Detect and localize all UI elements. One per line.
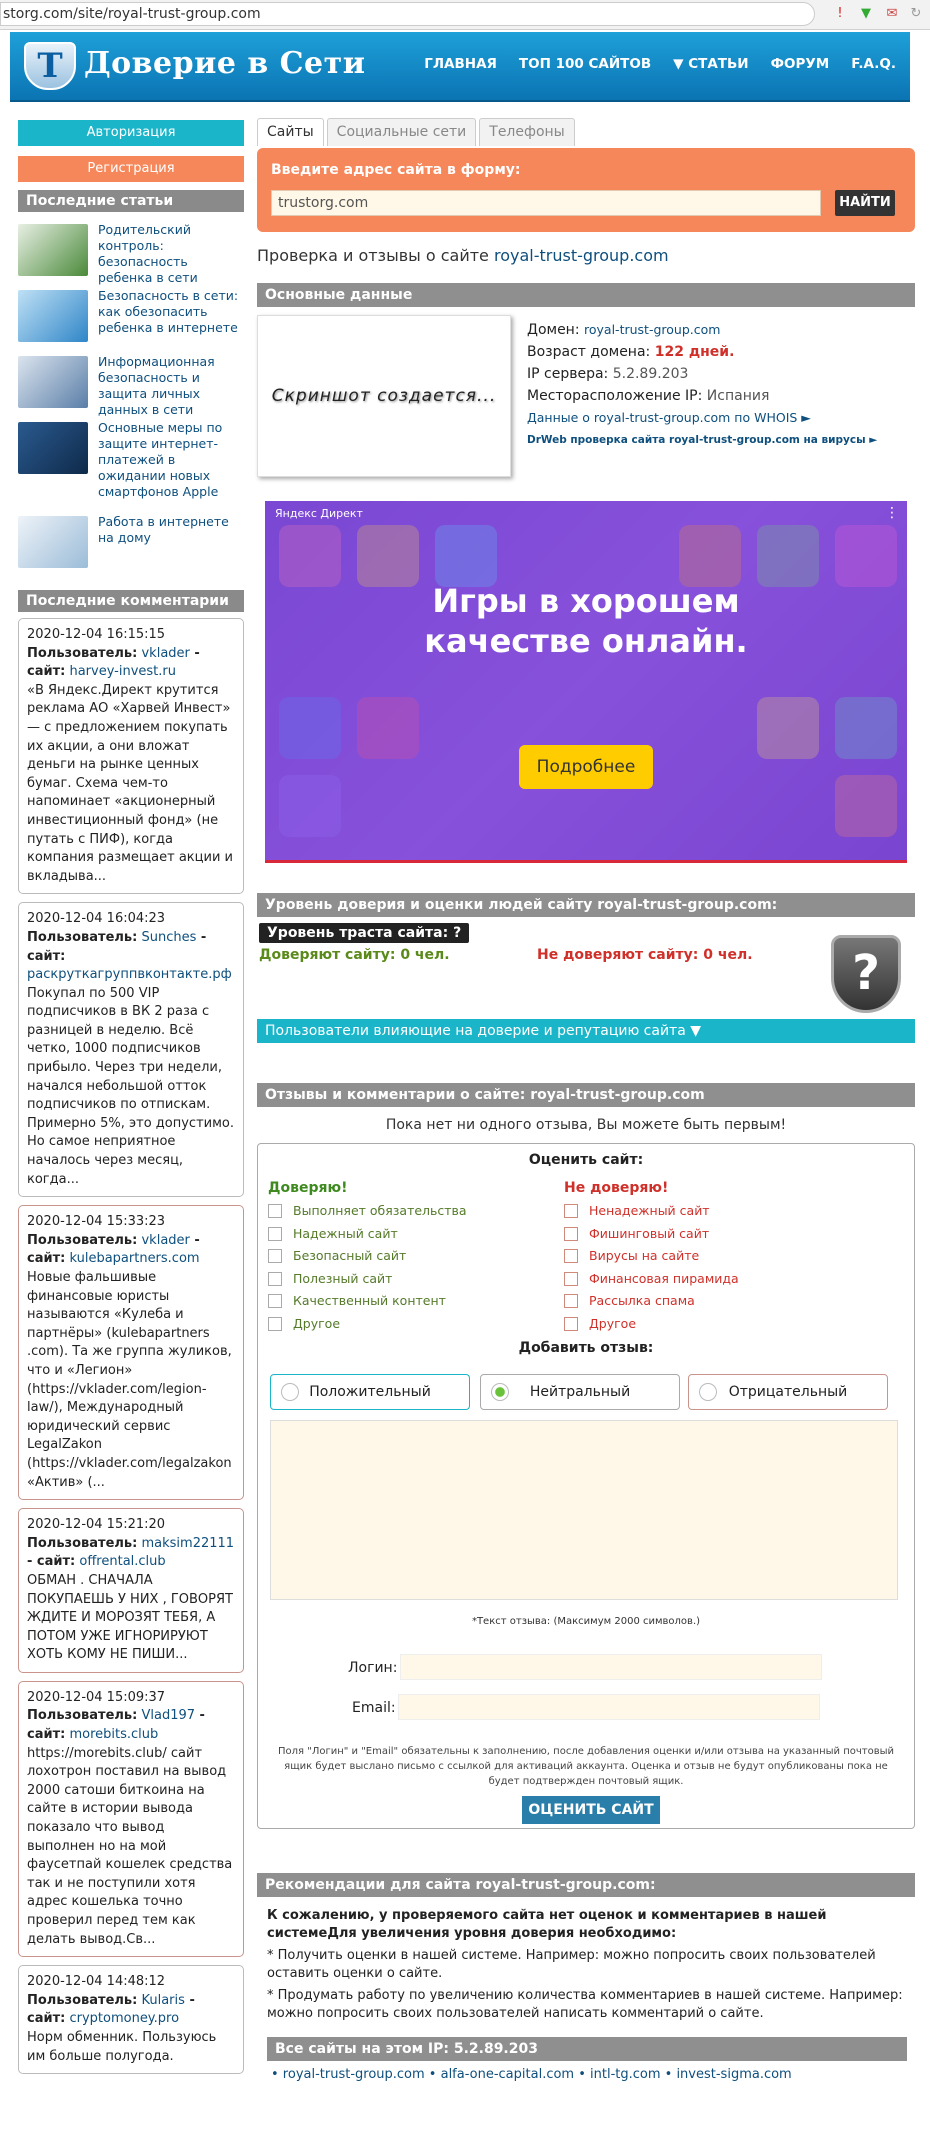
comment-site-label: сайт: — [36, 1554, 76, 1570]
comment-site[interactable]: раскруткагруппвконтакте.рф — [27, 967, 232, 983]
site-logo-text[interactable]: Доверие в Сети — [84, 46, 366, 81]
checkbox-label[interactable]: Безопасный сайт — [293, 1248, 407, 1263]
search-button[interactable]: НАЙТИ — [835, 190, 895, 216]
checkbox-label[interactable]: Вирусы на сайте — [589, 1248, 700, 1263]
page-title-domain[interactable]: royal-trust-group.com — [493, 246, 669, 265]
article-item[interactable] — [18, 220, 244, 286]
page-title-prefix: Проверка и отзывы о сайте — [257, 246, 489, 265]
ad-banner[interactable] — [265, 501, 907, 863]
comment-user-label: Пользователь: — [27, 645, 138, 661]
ad-headline-2: качестве онлайн. — [424, 622, 748, 660]
article-thumbnail[interactable] — [18, 290, 88, 342]
comment-site-label: сайт: — [27, 664, 66, 680]
info-age-value: 122 дней. — [654, 344, 735, 360]
checkbox-label[interactable]: Ненадежный сайт — [589, 1203, 710, 1218]
distrust-checkbox[interactable] — [564, 1245, 854, 1268]
article-title[interactable]: Родительский контроль: безопасность ребенка в сети — [98, 222, 198, 285]
login-input[interactable] — [400, 1654, 822, 1680]
nav-home[interactable]: ГЛАВНАЯ — [424, 56, 497, 72]
login-label: Логин: — [348, 1660, 398, 1676]
trust-checkbox[interactable] — [268, 1200, 558, 1223]
comment-meta: Пользователь: vklader - сайт: harvey-invest.ru — [27, 645, 200, 680]
addon-icon[interactable]: ✉ — [886, 6, 898, 21]
info-domain — [527, 319, 877, 341]
distrust-column — [564, 1180, 854, 1335]
browser-bar — [0, 0, 930, 30]
trust-checkbox[interactable] — [268, 1245, 558, 1268]
login-button[interactable]: Авторизация — [18, 120, 244, 146]
comment-date: 2020-12-04 16:04:23 — [27, 911, 166, 927]
comment-user[interactable]: vklader — [141, 645, 190, 661]
rate-submit-button[interactable]: ОЦЕНИТЬ САЙТ — [522, 1796, 660, 1824]
info-ip-value: 5.2.89.203 — [612, 366, 689, 382]
trust-checkbox[interactable] — [268, 1268, 558, 1291]
article-thumbnail[interactable] — [18, 224, 88, 276]
article-item[interactable] — [18, 352, 244, 418]
comment-text: Норм обменник. Пользуюсь им больше полугода. — [27, 2029, 217, 2064]
checkbox-box[interactable] — [564, 1249, 578, 1263]
comment-user-label: Пользователь: — [27, 1232, 138, 1248]
comment-site-label: сайт: — [27, 2011, 66, 2027]
comment-text: «В Яндекс.Директ крутится реклама АО «Харвей Инвест» — с предложением покупать их акции, а они вложат деньги на рынке ценных бумаг. Схема чем-то напоминает «акционерный инвестиционный фонд» (не путать с ПИФ), когда компания размещает акции и вкладыва... — [27, 682, 233, 884]
rating-form — [257, 1143, 915, 1829]
nav-faq[interactable]: F.A.Q. — [851, 56, 896, 72]
checkbox-label[interactable]: Другое — [589, 1315, 637, 1331]
comment-user-label: Пользователь: — [27, 929, 138, 945]
comment-meta: Пользователь: vklader - сайт: kulebapartners.com — [27, 1232, 200, 1267]
info-age-label: Возраст домена: — [527, 344, 651, 360]
search-label: Введите адрес сайта в форму: — [271, 162, 521, 178]
checkbox-label[interactable]: Качественный контент — [293, 1293, 446, 1308]
comment-card — [18, 1205, 244, 1500]
comment-text: Новые фальшивые финансовые юристы называются «Кулеба и партнёры» (kulebapartners .com). Та же группа жуликов, что и «Легион» (https://vklader.com/legion-law/), Международный юридический сервис LegalZakon (https://vklader.com/legalzakon «Актив» (... — [27, 1270, 232, 1490]
nav-articles[interactable]: ▼ СТАТЬИ — [673, 56, 749, 72]
checkbox-box[interactable] — [564, 1317, 578, 1331]
comment-text: https://morebits.club/ сайт лохотрон поставил на вывод 2000 сатоши биткоина на сайте в истории вывода показало что вывод выполнен но на мой фаусетпай кошелек средства так и не поступили хотя адрес кошелька точно проверил перед тем как делать вывод.Св... — [27, 1745, 233, 1947]
comment-user[interactable]: Vlad197 — [141, 1708, 196, 1724]
top-navigation — [402, 56, 896, 72]
email-input[interactable] — [398, 1694, 820, 1720]
option-label[interactable]: Положительный — [309, 1384, 431, 1400]
comment-date: 2020-12-04 15:09:37 — [27, 1689, 166, 1705]
trust-checkbox[interactable] — [268, 1313, 558, 1336]
comment-user[interactable]: vklader — [141, 1232, 190, 1248]
comment-site-label: сайт: — [27, 1727, 66, 1743]
radio-button[interactable] — [699, 1383, 717, 1401]
comment-user[interactable]: Sunches — [141, 929, 197, 945]
comment-user[interactable]: maksim22111 — [141, 1535, 235, 1551]
trust-yes-count: Доверяют сайту: 0 чел. — [259, 947, 450, 963]
review-negative-option[interactable] — [688, 1374, 888, 1410]
trust-column — [268, 1180, 558, 1335]
checkbox-box[interactable] — [564, 1272, 578, 1286]
radio-button[interactable] — [281, 1383, 299, 1401]
comment-card — [18, 1965, 244, 2074]
checkbox-box[interactable] — [268, 1294, 282, 1308]
comment-card — [18, 902, 244, 1197]
nav-forum[interactable]: ФОРУМ — [770, 56, 830, 72]
info-ip-label: IP сервера: — [527, 366, 609, 382]
comment-meta: Пользователь: Sunches - сайт: раскруткагруппвконтакте.рф — [27, 929, 232, 983]
review-textarea[interactable] — [270, 1420, 898, 1600]
checkbox-box[interactable] — [268, 1249, 282, 1263]
basic-data — [257, 315, 915, 487]
option-label[interactable]: Отрицательный — [728, 1384, 848, 1400]
articles-heading: Последние статьи — [18, 190, 244, 212]
article-title[interactable]: Информационная безопасность и защита личных данных в сети — [98, 354, 215, 417]
comment-meta: Пользователь: Kularis - сайт: cryptomoney.pro — [27, 1992, 195, 2027]
checkbox-box[interactable] — [268, 1317, 282, 1331]
article-item[interactable] — [18, 512, 244, 590]
trust-column-heading: Доверяю! — [268, 1180, 348, 1196]
article-thumbnail[interactable] — [18, 356, 88, 408]
influencers-toggle[interactable]: Пользователи влияющие на доверие и репутацию сайта ▼ — [257, 1019, 915, 1043]
comment-site[interactable]: cryptomoney.pro — [69, 2011, 180, 2027]
info-domain-value[interactable]: royal-trust-group.com — [584, 322, 721, 337]
info-location-label: Месторасположение IP: — [527, 388, 703, 404]
comment-meta: Пользователь: Vlad197 - сайт: morebits.club — [27, 1708, 205, 1743]
checkbox-box[interactable] — [564, 1204, 578, 1218]
ad-headline-1: Игры в хорошем — [432, 582, 740, 620]
article-title-text[interactable]: Основные меры по защите интернет-платежей в ожидании новых смартфонов Apple — [98, 420, 223, 499]
distrust-checkbox[interactable] — [564, 1268, 854, 1291]
comment-user[interactable]: Kularis — [141, 1992, 185, 2008]
comment-date: 2020-12-04 14:48:12 — [27, 1974, 166, 1990]
reviews-heading: Отзывы и комментарии о сайте: royal-trust-group.com — [257, 1083, 915, 1107]
email-label: Email: — [352, 1700, 396, 1716]
checkbox-box[interactable] — [268, 1227, 282, 1241]
trust-no-count: Не доверяют сайту: 0 чел. — [537, 947, 753, 963]
shield-question-icon: ? — [831, 935, 901, 1013]
comment-site[interactable]: offrental.club — [79, 1554, 166, 1570]
screenshot-placeholder: Скриншот создается... — [257, 315, 511, 477]
recommendations-intro: К сожалению, у проверяемого сайта нет оценок и комментариев в нашей системеДля увеличения уровня доверия необходимо: — [267, 1908, 827, 1941]
info-location-value: Испания — [706, 388, 770, 404]
ad-bottom-line — [265, 860, 907, 863]
add-review-label: Добавить отзыв: — [518, 1340, 654, 1356]
form-note: Поля "Логин" и "Email" обязательны к заполнению, после добавления оценки и/или отзыва на указанный почтовый ящик будет выслано письмо с ссылкой для активаций аккаунта. Оценка и отзыв не будут опубликованы пока не будет подтвержден почтовый ящик. — [278, 1746, 894, 1787]
tab-social[interactable]: Социальные сети — [327, 118, 477, 146]
comments-heading: Последние комментарии — [18, 590, 244, 612]
comment-date: 2020-12-04 16:15:15 — [27, 627, 166, 642]
comments-list — [18, 618, 244, 2074]
trust-section — [257, 917, 915, 1013]
checkbox-box[interactable] — [564, 1294, 578, 1308]
comment-text: ОБМАН . СНАЧАЛА ПОКУПАЕШЬ У НИХ , ГОВОРЯТ ЖДИТЕ И МОРОЗЯТ ТЕБЯ, А ПОТОМ УЖЕ ИГНОРИРУЮТ ХОТЬ КОМУ НЕ ПИШИ... — [27, 1572, 233, 1663]
review-text-hint: *Текст отзыва: (Максимум 2000 символов.) — [471, 1616, 701, 1627]
comment-meta: Пользователь: maksim22111 - сайт: offrental.club — [27, 1535, 235, 1570]
comment-user-label: Пользователь: — [27, 1708, 138, 1724]
article-item[interactable] — [18, 286, 244, 352]
distrust-column-heading: Не доверяю! — [564, 1180, 669, 1196]
recommendation-item: * Продумать работу по увеличению количества комментариев в нашей системе. Например: можно попросить своих пользователей написать комментарий о сайте. — [267, 1988, 903, 2021]
article-title[interactable] — [98, 420, 244, 500]
trust-heading: Уровень доверия и оценки людей сайту royal-trust-group.com: — [257, 893, 915, 917]
comment-date: 2020-12-04 15:33:23 — [27, 1214, 166, 1230]
ad-cta-button[interactable]: Подробнее — [519, 745, 653, 789]
nav-top100[interactable]: ТОП 100 САЙТОВ — [518, 56, 652, 72]
checkbox-label[interactable]: Рассылка спама — [589, 1293, 695, 1308]
distrust-checkbox[interactable] — [564, 1313, 854, 1336]
article-title[interactable]: Работа в интернете на дому — [98, 514, 229, 545]
comment-user-label: Пользователь: — [27, 1992, 138, 2008]
comment-card — [18, 1681, 244, 1957]
article-thumbnail[interactable] — [18, 422, 88, 474]
page-title — [257, 246, 915, 265]
review-neutral-option[interactable] — [480, 1374, 680, 1410]
ad-menu-icon[interactable]: ⋮ — [885, 505, 899, 521]
recommendations-heading: Рекомендации для сайта royal-trust-group.com: — [257, 1873, 915, 1897]
ip-sites-heading: Все сайты на этом IP: 5.2.89.203 — [267, 2037, 907, 2061]
comment-site-label: сайт: — [27, 948, 66, 964]
checkbox-label[interactable]: Полезный сайт — [293, 1270, 393, 1286]
checkbox-box[interactable] — [564, 1227, 578, 1241]
address-bar[interactable]: storg.com/site/royal-trust-group.com — [0, 2, 815, 26]
distrust-checkbox[interactable] — [564, 1223, 854, 1246]
checkbox-box[interactable] — [268, 1204, 282, 1218]
distrust-checkbox[interactable] — [564, 1200, 854, 1223]
site-info — [527, 319, 877, 451]
checkbox-label[interactable]: Финансовая пирамида — [589, 1270, 739, 1286]
recommendations — [257, 1897, 915, 2033]
no-reviews-text: Пока нет ни одного отзыва, Вы можете быть первым! — [385, 1117, 787, 1133]
refresh-icon[interactable]: ↻ — [910, 6, 922, 21]
search-form — [257, 148, 915, 232]
ad-overlay — [265, 501, 907, 863]
checkbox-box[interactable] — [268, 1272, 282, 1286]
trust-level-badge: Уровень траста сайта: ? — [259, 923, 469, 943]
distrust-checkbox[interactable] — [564, 1290, 854, 1313]
article-item[interactable] — [18, 418, 244, 512]
drweb-link[interactable]: DrWeb проверка сайта royal-trust-group.com на вирусы ► — [527, 434, 878, 446]
comment-date: 2020-12-04 15:21:20 — [27, 1517, 166, 1533]
article-thumbnail[interactable] — [18, 516, 88, 568]
download-icon[interactable]: ▼ — [861, 6, 871, 21]
recommendation-item: * Получить оценки в нашей системе. Например: можно попросить своих пользователей оставить оценки о сайте. — [267, 1948, 876, 1981]
checkbox-label[interactable]: Надежный сайт — [293, 1225, 398, 1241]
tab-sites[interactable]: Сайты — [257, 118, 324, 146]
comment-user-label: Пользователь: — [27, 1535, 138, 1551]
option-label[interactable]: Нейтральный — [529, 1384, 631, 1400]
info-ip — [527, 363, 877, 385]
comment-site[interactable]: kulebapartners.com — [69, 1251, 200, 1267]
comment-site-label: сайт: — [27, 1251, 66, 1267]
trust-checkbox[interactable] — [268, 1290, 558, 1313]
main-content — [257, 118, 915, 2082]
search-tabs — [257, 118, 915, 146]
sidebar — [18, 120, 244, 2082]
comment-card — [18, 618, 244, 894]
checkbox-label[interactable]: Другое — [293, 1315, 341, 1331]
info-location — [527, 385, 877, 407]
article-title[interactable]: Безопасность в сети: как обезопасить ребенка в интернете — [98, 288, 239, 335]
ip-sites-links[interactable]: • royal-trust-group.com • alfa-one-capital.com • intl-tg.com • invest-sigma.com — [271, 2067, 792, 2082]
bookmark-icon[interactable]: ! — [837, 6, 843, 21]
ad-label: Яндекс Директ — [275, 507, 363, 520]
logo-icon[interactable]: Т — [24, 42, 76, 90]
checkbox-label[interactable]: Фишинговый сайт — [589, 1225, 710, 1241]
search-input[interactable]: trustorg.com — [271, 190, 821, 216]
comment-site[interactable]: harvey-invest.ru — [69, 664, 176, 680]
info-domain-label: Домен: — [527, 322, 580, 338]
comment-site[interactable]: morebits.club — [69, 1727, 159, 1743]
tab-phones[interactable]: Телефоны — [479, 118, 574, 146]
checkbox-label[interactable]: Выполняет обязательства — [293, 1203, 467, 1218]
comment-text: Покупал по 500 VIP подписчиков в ВК 2 раза с разницей в неделю. Всё четко, 1000 подписчиков прибыло. Через три недели, начался небольшой отток подписчиков по отпискам. Примерно 5%, это допустимо. Но самое неприятное началось через месяц, когда... — [27, 985, 234, 1187]
register-button[interactable]: Регистрация — [18, 156, 244, 182]
trust-checkbox[interactable] — [268, 1223, 558, 1246]
rate-title: Оценить сайт: — [528, 1152, 644, 1168]
basic-data-heading: Основные данные — [257, 283, 915, 307]
review-positive-option[interactable] — [270, 1374, 470, 1410]
site-header — [10, 32, 910, 102]
info-age — [527, 341, 877, 363]
radio-button[interactable] — [491, 1383, 509, 1401]
whois-link[interactable]: Данные о royal-trust-group.com по WHOIS ► — [527, 410, 811, 425]
comment-card — [18, 1508, 244, 1673]
